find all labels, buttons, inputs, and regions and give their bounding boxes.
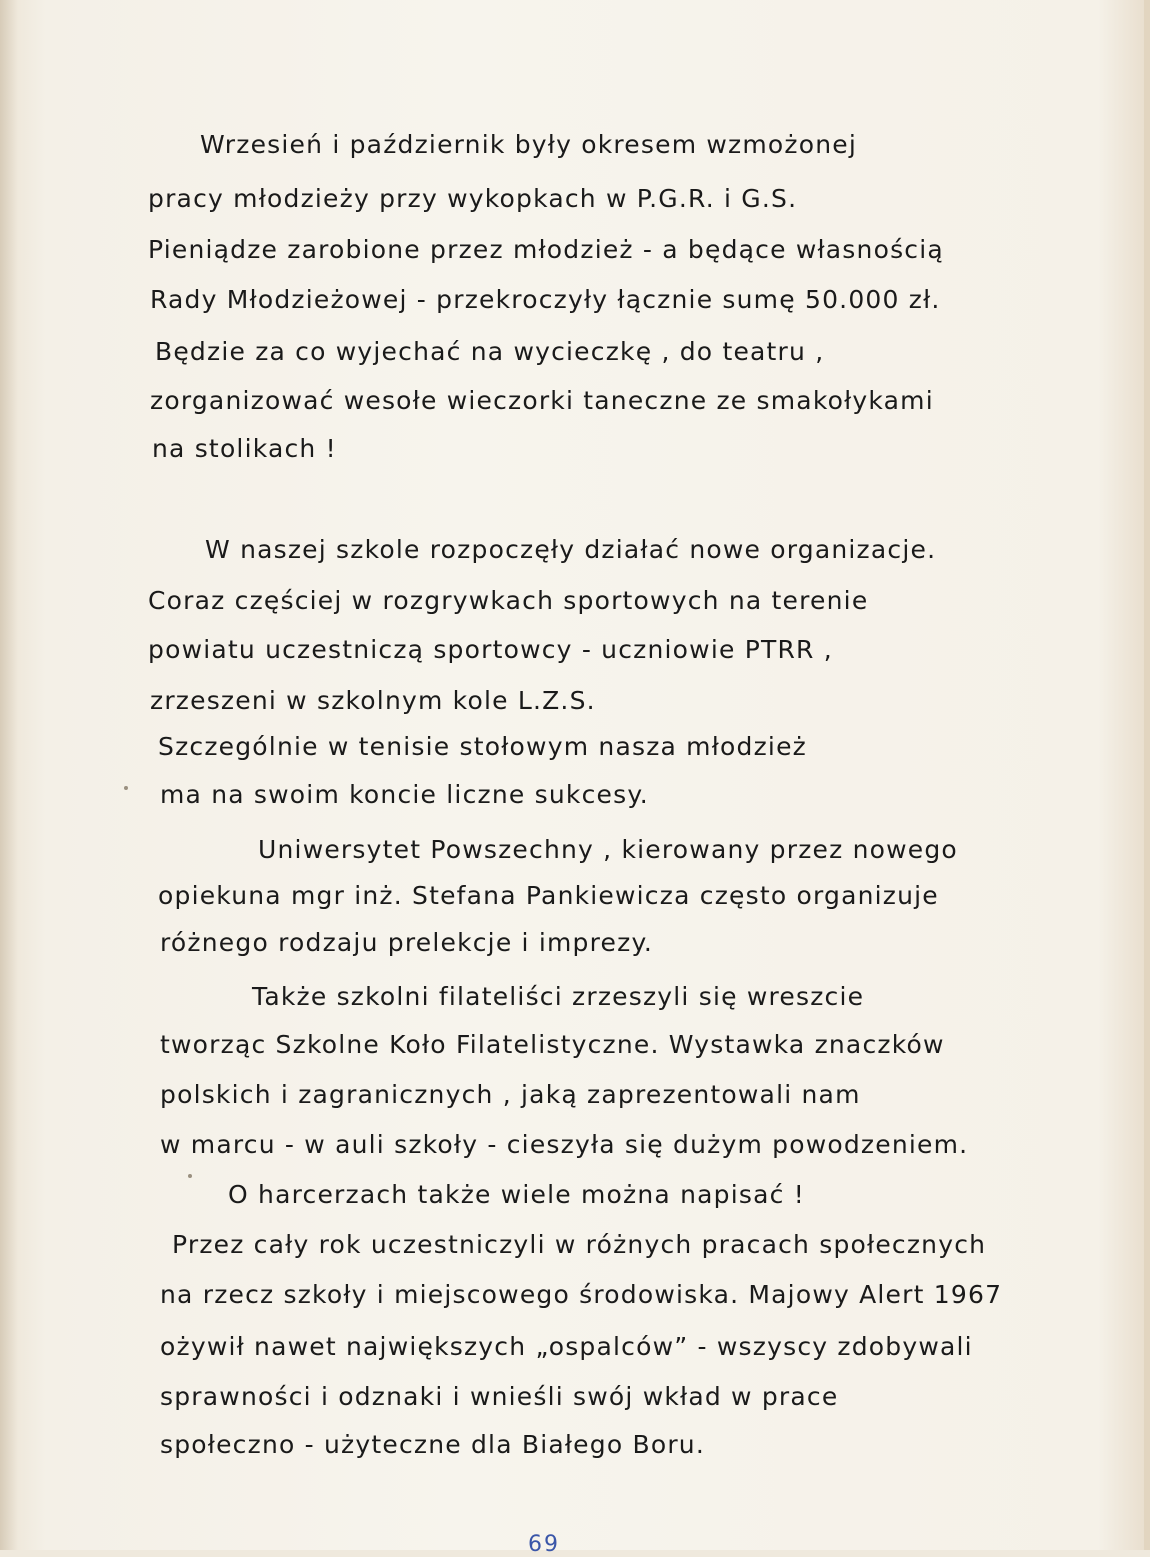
text-line: powiatu uczestniczą sportowcy - uczniowie PTRR , bbox=[148, 635, 833, 664]
text-line: Pieniądze zarobione przez młodzież - a będące własnością bbox=[148, 235, 944, 264]
page-edge-shadow bbox=[0, 0, 18, 1550]
text-line: zrzeszeni w szkolnym kole L.Z.S. bbox=[150, 686, 596, 715]
text-line: Wrzesień i październik były okresem wzmożonej bbox=[200, 130, 858, 159]
text-line: W naszej szkole rozpoczęły działać nowe organizacje. bbox=[205, 535, 937, 564]
text-line: na rzecz szkoły i miejscowego środowiska. Majowy Alert 1967 bbox=[160, 1280, 1003, 1309]
text-line: na stolikach ! bbox=[152, 434, 337, 463]
text-line: Szczególnie w tenisie stołowym nasza młodzież bbox=[158, 732, 807, 761]
text-line: polskich i zagranicznych , jaką zaprezentowali nam bbox=[160, 1080, 861, 1109]
text-line: ożywił nawet największych „ospalców” - wszyscy zdobywali bbox=[160, 1332, 973, 1361]
paper-speck bbox=[124, 786, 128, 790]
text-line: różnego rodzaju prelekcje i imprezy. bbox=[160, 928, 654, 957]
text-line: Także szkolni filateliści zrzeszyli się wreszcie bbox=[252, 982, 865, 1011]
text-line: Rady Młodzieżowej - przekroczyły łącznie sumę 50.000 zł. bbox=[150, 285, 941, 314]
text-line: Coraz częściej w rozgrywkach sportowych na terenie bbox=[148, 586, 869, 615]
text-line: pracy młodzieży przy wykopkach w P.G.R. i G.S. bbox=[148, 184, 798, 213]
text-line: Będzie za co wyjechać na wycieczkę , do teatru , bbox=[155, 337, 825, 366]
text-line: zorganizować wesołe wieczorki taneczne ze smakołykami bbox=[150, 386, 934, 415]
text-line: sprawności i odznaki i wnieśli swój wkład w prace bbox=[160, 1382, 839, 1411]
text-line: Uniwersytet Powszechny , kierowany przez nowego bbox=[258, 835, 958, 864]
text-line: Przez cały rok uczestniczyli w różnych pracach społecznych bbox=[172, 1230, 987, 1259]
text-line: tworząc Szkolne Koło Filatelistyczne. Wystawka znaczków bbox=[160, 1030, 945, 1059]
text-line: ma na swoim koncie liczne sukcesy. bbox=[160, 780, 649, 809]
paper-speck bbox=[188, 1174, 192, 1178]
text-line: społeczno - użyteczne dla Białego Boru. bbox=[160, 1430, 705, 1459]
text-line: opiekuna mgr inż. Stefana Pankiewicza często organizuje bbox=[158, 881, 939, 910]
text-line: O harcerzach także wiele można napisać ! bbox=[228, 1180, 805, 1209]
text-line: w marcu - w auli szkoły - cieszyła się dużym powodzeniem. bbox=[160, 1130, 969, 1159]
page-number: 69 bbox=[528, 1532, 560, 1557]
